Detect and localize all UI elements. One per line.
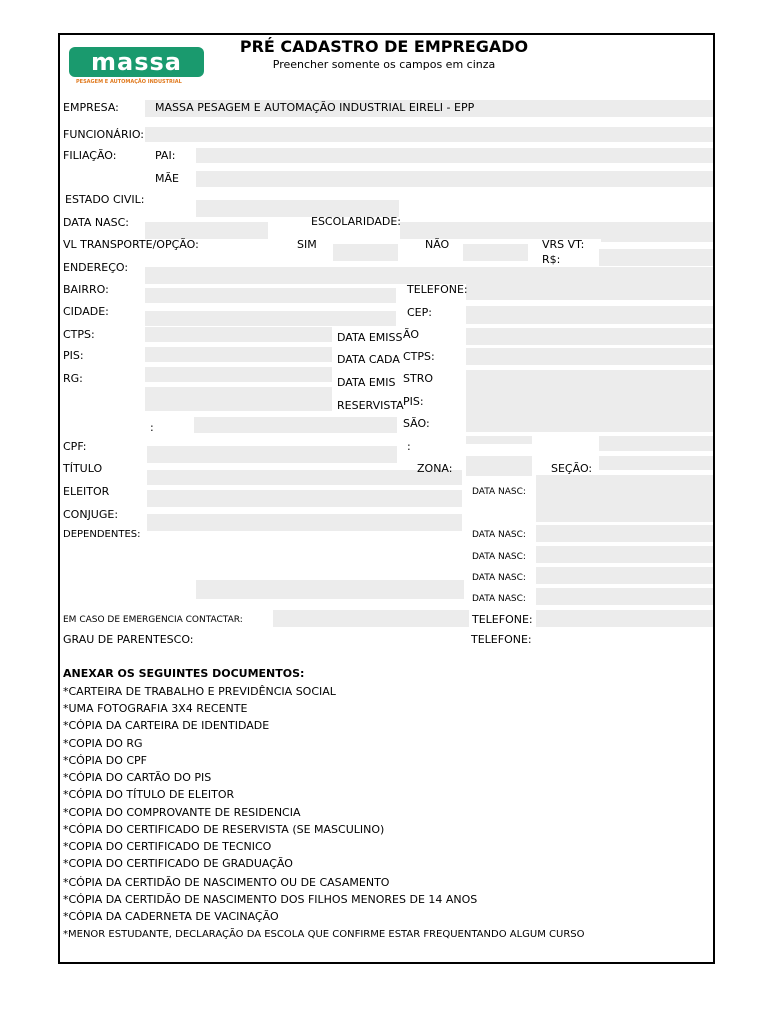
cidade-label: CIDADE: [63,305,109,318]
dependente-2-date-label: DATA NASC: [472,552,526,562]
funcionario-field[interactable] [145,127,713,142]
data-nasc-field[interactable] [145,222,268,239]
data-emis-label: DATA EMIS [337,376,396,389]
pai-field[interactable] [196,148,713,163]
document-item: *COPIA DO CERTIFICADO DE TECNICO [63,840,272,853]
logo-subtitle: PESAGEM E AUTOMAÇÃO INDUSTRIAL [76,79,182,85]
mae-field[interactable] [196,171,713,187]
cpf-field[interactable] [147,446,397,463]
reservista-label: RESERVISTA [337,399,404,412]
rg-label: RG: [63,372,83,385]
vt-nao-field[interactable] [463,244,528,261]
ao-label: ÃO [403,328,419,341]
emergencia-telefone-label: TELEFONE: [472,613,533,626]
data-emissao-ctps-field[interactable] [466,328,713,345]
emergencia-field[interactable] [273,610,469,627]
data-emissao-rg-field[interactable] [466,370,713,432]
colon-label-2: : [407,440,411,453]
endereco-label: ENDEREÇO: [63,261,129,274]
dependente-4-date-label: DATA NASC: [472,594,526,604]
emergencia-label: EM CASO DE EMERGENCIA CONTACTAR: [63,615,243,625]
data-cadastro-pis-field[interactable] [466,348,713,365]
reservista-extra-field[interactable] [466,436,532,444]
ctps-label: CTPS: [63,328,95,341]
emergencia-telefone-field[interactable] [536,610,713,627]
secao-field[interactable] [599,456,713,470]
empresa-label: EMPRESA: [63,101,119,114]
dependente-field[interactable] [196,580,464,599]
cep-field[interactable] [466,306,713,324]
cep-label: CEP: [407,306,432,319]
page-title: PRÉ CADASTRO DE EMPREGADO [239,37,529,56]
pis2-label: PIS: [403,395,424,408]
cpf-label: CPF: [63,440,87,453]
page-subtitle: Preencher somente os campos em cinza [272,58,496,71]
grau-telefone-label: TELEFONE: [471,633,532,646]
funcionario-label: FUNCIONÁRIO: [63,128,145,141]
estado-civil-label: ESTADO CIVIL: [65,193,145,206]
rg-field[interactable] [145,367,332,382]
vt-sim-field[interactable] [333,244,398,261]
dependente-2-date-field[interactable] [536,546,713,563]
titulo-label: TÍTULO [63,462,103,475]
document-item: *CARTEIRA DE TRABALHO E PREVIDÊNCIA SOCIAL [63,685,336,698]
vrs-vt-label: VRS VT: [542,238,585,251]
reservista-field[interactable] [194,417,397,433]
vrs-vt-field[interactable] [601,228,713,242]
logo-text: massa [91,48,182,76]
dependentes-label: DEPENDENTES: [63,529,141,540]
dependente-3-date-label: DATA NASC: [472,573,526,583]
data-nasc-conjuge-label: DATA NASC: [472,487,526,497]
data-emiss-label: DATA EMISS [337,331,403,344]
bairro-field[interactable] [145,288,396,303]
data-nasc-conjuge-field[interactable] [536,475,713,522]
sim-label: SIM [297,238,317,251]
dependente-1-date-field[interactable] [536,525,713,542]
rg-extra-field[interactable] [145,387,332,411]
cidade-field[interactable] [145,311,396,326]
document-item: *CÓPIA DA CADERNETA DE VACINAÇÃO [63,910,279,923]
document-item: *MENOR ESTUDANTE, DECLARAÇÃO DA ESCOLA QUE CONFIRME ESTAR FREQUENTANDO ALGUM CURSO [63,929,585,940]
ctps2-label: CTPS: [403,350,435,363]
document-item: *UMA FOTOGRAFIA 3X4 RECENTE [63,702,248,715]
document-item: *CÓPIA DO CPF [63,754,148,767]
ctps-field[interactable] [145,327,332,342]
pis-field[interactable] [145,347,332,362]
mae-label: MÃE [155,172,179,185]
dependente-4-date-field[interactable] [536,588,713,605]
titulo-eleitor-field[interactable] [147,470,462,485]
reservista-right-field[interactable] [599,436,713,451]
documents-heading: ANEXAR OS SEGUINTES DOCUMENTOS: [63,667,305,680]
pis-label: PIS: [63,349,84,362]
dependente-1-date-label: DATA NASC: [472,530,526,540]
conjuge-field[interactable] [147,514,462,531]
grau-parentesco-label: GRAU DE PARENTESCO: [63,633,194,646]
nao-label: NÃO [425,238,450,251]
conjuge-label: CONJUGE: [63,508,119,521]
document-item: *CÓPIA DA CERTIDÃO DE NASCIMENTO OU DE CASAMENTO [63,876,390,889]
filiacao-label: FILIAÇÃO: [63,149,117,162]
document-item: *CÓPIA DO CERTIFICADO DE RESERVISTA (SE MASCULINO) [63,823,385,836]
eleitor-field[interactable] [147,490,462,507]
eleitor-label: ELEITOR [63,485,110,498]
stro-label: STRO [403,372,434,385]
pai-label: PAI: [155,149,176,162]
document-item: *CÓPIA DO TÍTULO DE ELEITOR [63,788,235,801]
zona-label: ZONA: [417,462,453,475]
secao-label: SEÇÃO: [551,462,593,475]
zona-field[interactable] [466,456,532,476]
escolaridade-label: ESCOLARIDADE: [311,215,401,228]
endereco-field[interactable] [145,267,713,284]
data-cada-label: DATA CADA [337,353,400,366]
vl-transporte-label: VL TRANSPORTE/OPÇÃO: [63,238,199,251]
document-item: *CÓPIA DA CERTIDÃO DE NASCIMENTO DOS FILHOS MENORES DE 14 ANOS [63,893,478,906]
bairro-label: BAIRRO: [63,283,109,296]
data-nasc-label: DATA NASC: [63,216,129,229]
document-item: *COPIA DO COMPROVANTE DE RESIDENCIA [63,806,301,819]
dependente-3-date-field[interactable] [536,567,713,584]
document-item: *COPIA DO CERTIFICADO DE GRADUAÇÃO [63,857,293,870]
document-item: *COPIA DO RG [63,737,143,750]
colon-label-1: : [150,421,154,434]
document-item: *CÓPIA DO CARTÃO DO PIS [63,771,212,784]
telefone-label: TELEFONE: [407,283,468,296]
rs-label: R$: [542,253,561,266]
sao-label: SÃO: [403,417,430,430]
document-item: *CÓPIA DA CARTEIRA DE IDENTIDADE [63,719,270,732]
empresa-value: MASSA PESAGEM E AUTOMAÇÃO INDUSTRIAL EIRELI - EPP [155,101,475,114]
rs-field[interactable] [599,249,713,266]
telefone-field[interactable] [466,283,713,300]
